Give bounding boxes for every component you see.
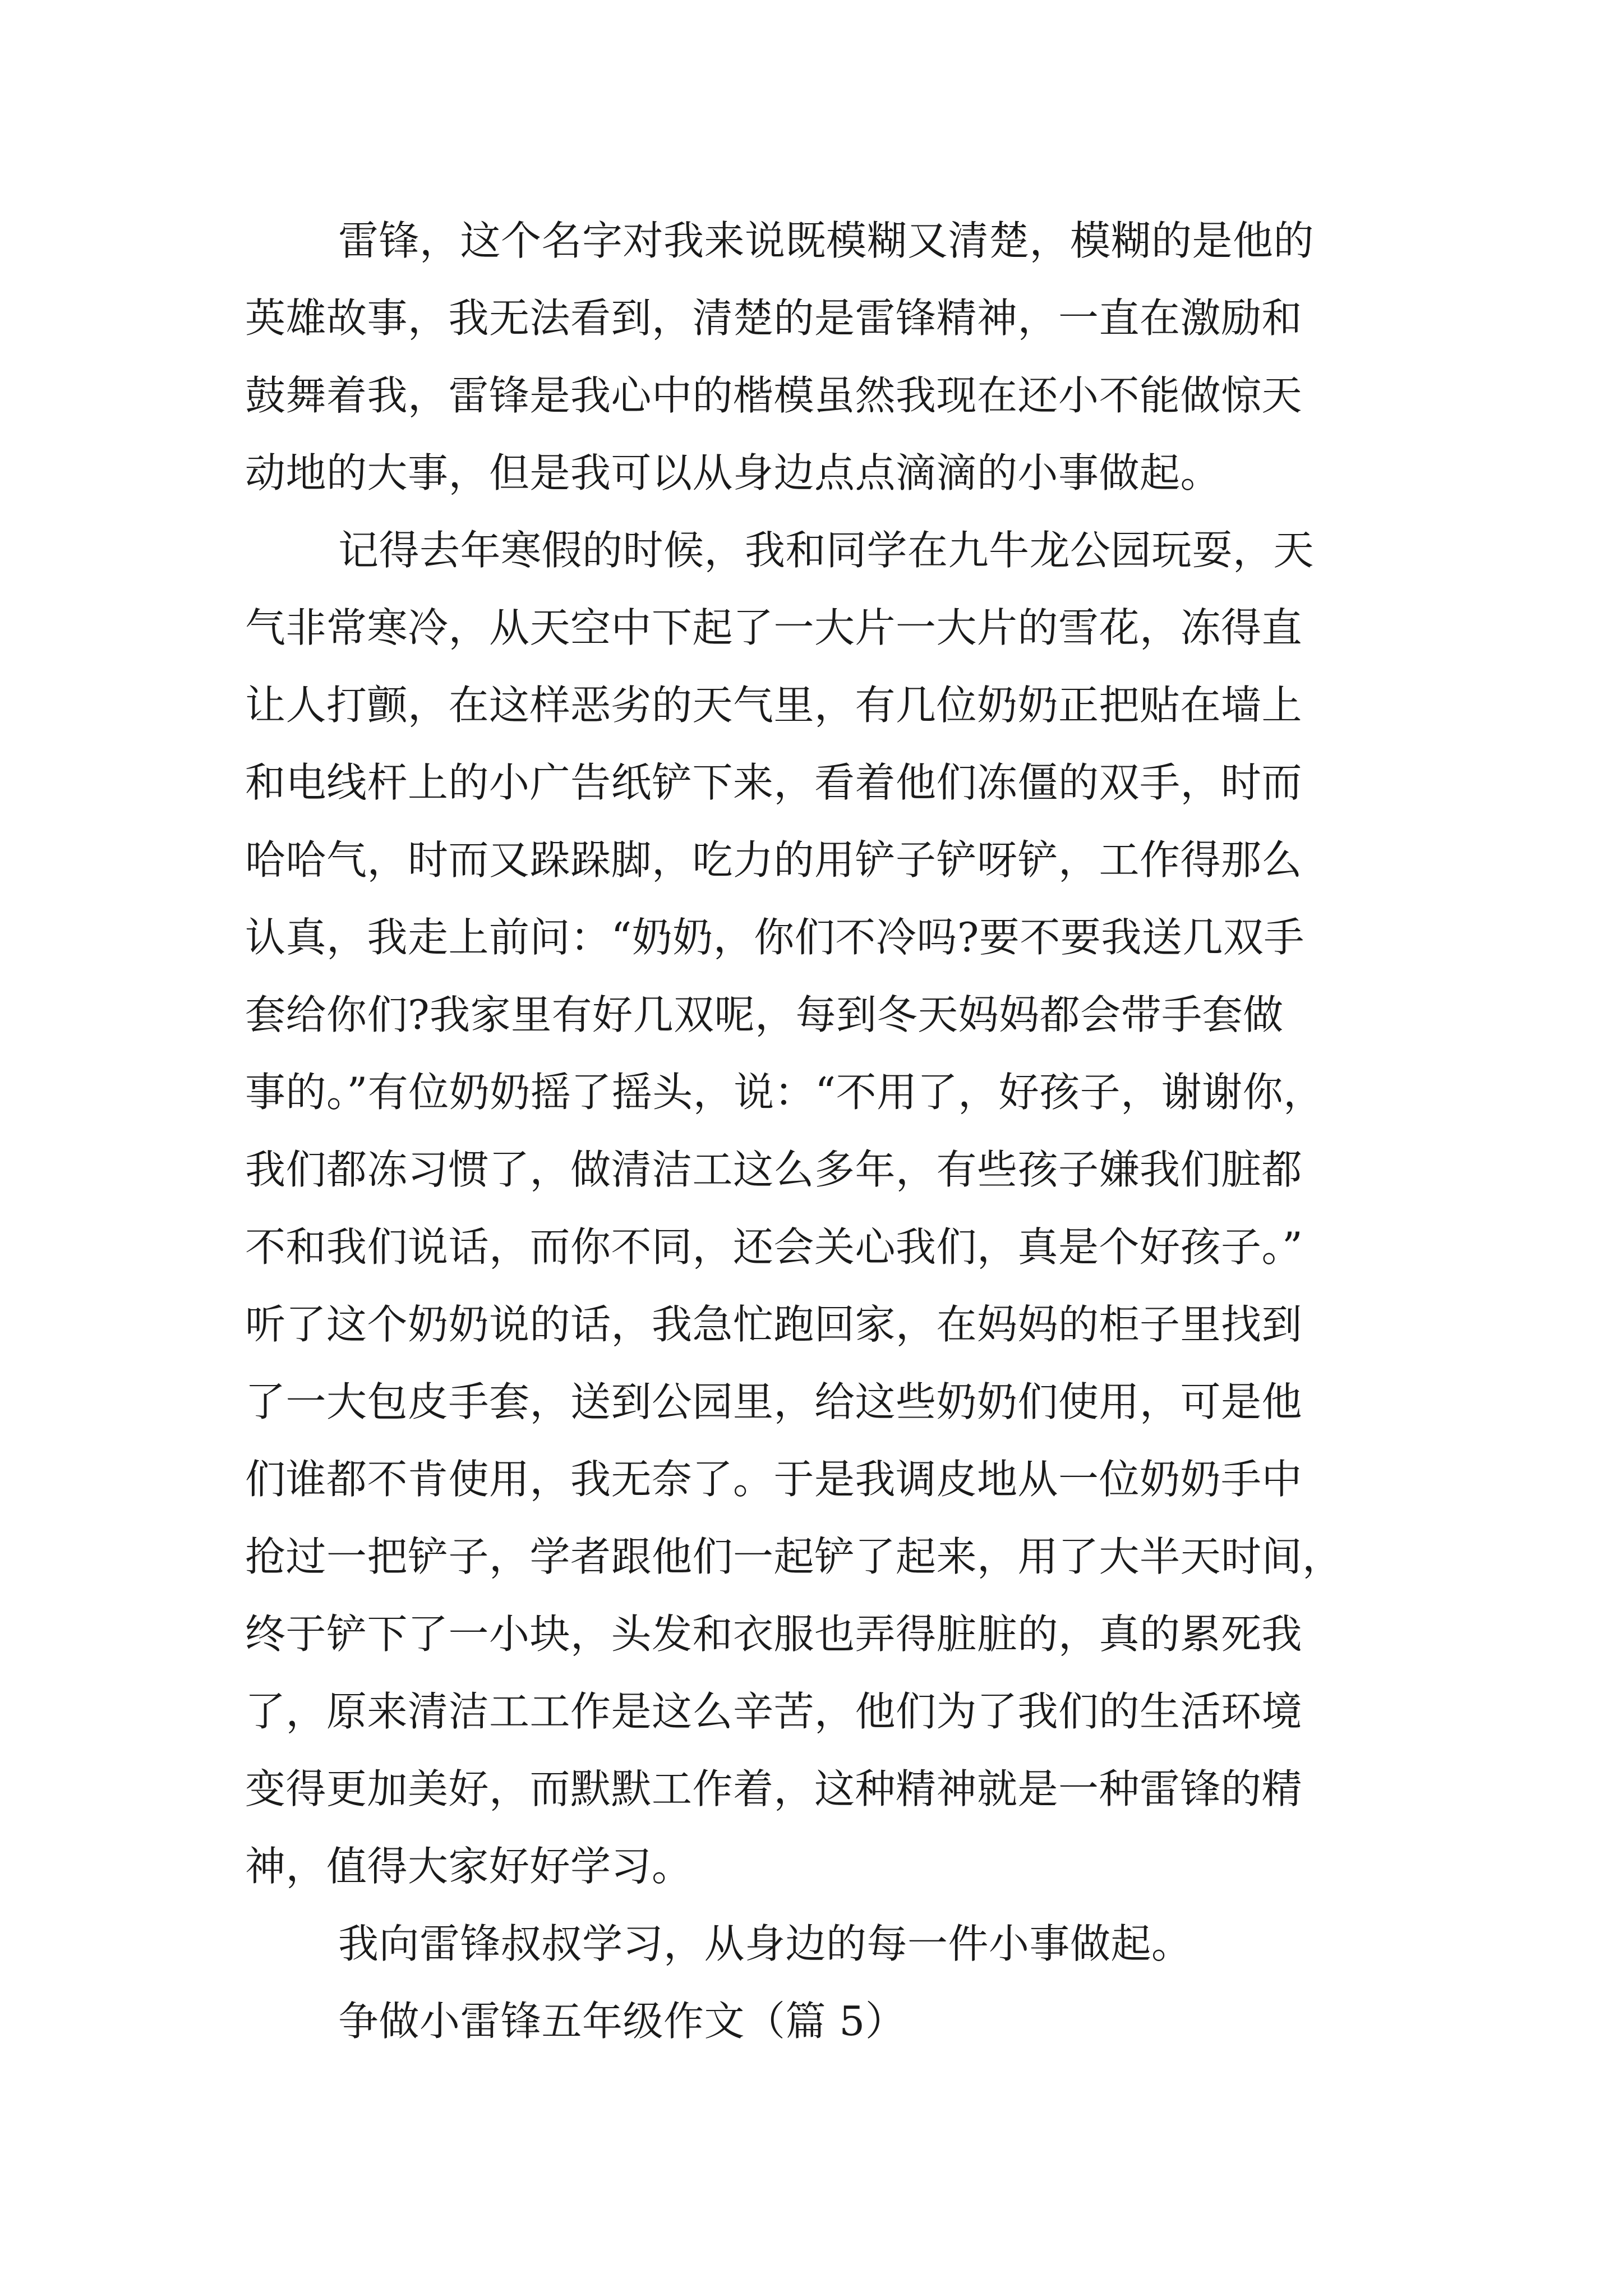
paragraph-2-line-14: 抢过一把铲子，学者跟他们一起铲了起来，用了大半天时间， <box>245 1533 1343 1580</box>
paragraph-2-line-12: 了一大包皮手套，送到公园里，给这些奶奶们使用，可是他 <box>245 1378 1303 1425</box>
paragraph-2-line-1: 记得去年寒假的时候，我和同学在九牛龙公园玩耍，天 <box>338 527 1315 574</box>
paragraph-2-line-4: 和电线杆上的小广告纸铲下来，看着他们冻僵的双手，时而 <box>245 759 1303 806</box>
paragraph-2-line-7: 套给你们?我家里有好几双呢，每到冬天妈妈都会带手套做 <box>245 991 1284 1038</box>
paragraph-2-line-17: 变得更加美好，而默默工作着，这种精神就是一种雷锋的精 <box>245 1765 1303 1812</box>
paragraph-1-line-4: 动地的大事，但是我可以从身边点点滴滴的小事做起。 <box>245 449 1221 496</box>
paragraph-2-line-3: 让人打颤，在这样恶劣的天气里，有几位奶奶正把贴在墙上 <box>245 682 1303 729</box>
paragraph-1-line-3: 鼓舞着我，雷锋是我心中的楷模虽然我现在还小不能做惊天 <box>245 372 1303 419</box>
paragraph-3-line-1: 我向雷锋叔叔学习，从身边的每一件小事做起。 <box>338 1920 1192 1967</box>
paragraph-1-line-1: 雷锋，这个名字对我来说既模糊又清楚，模糊的是他的 <box>338 217 1315 264</box>
paragraph-2-line-2: 气非常寒冷，从天空中下起了一大片一大片的雪花，冻得直 <box>245 604 1303 651</box>
paragraph-2-line-10: 不和我们说话，而你不同，还会关心我们，真是个好孩子。” <box>245 1223 1303 1271</box>
paragraph-2-line-11: 听了这个奶奶说的话，我急忙跑回家，在妈妈的柜子里找到 <box>245 1301 1303 1348</box>
paragraph-2-line-5: 哈哈气，时而又跺跺脚，吃力的用铲子铲呀铲，工作得那么 <box>245 836 1303 884</box>
paragraph-2-line-16: 了，原来清洁工工作是这么辛苦，他们为了我们的生活环境 <box>245 1688 1303 1735</box>
section-heading: 争做小雷锋五年级作文（篇 5） <box>338 1998 906 2045</box>
paragraph-2-line-13: 们谁都不肯使用，我无奈了。于是我调皮地从一位奶奶手中 <box>245 1456 1303 1503</box>
document-body <box>245 202 1378 2060</box>
paragraph-2-line-15: 终于铲下了一小块，头发和衣服也弄得脏脏的，真的累死我 <box>245 1611 1303 1658</box>
paragraph-2-line-8: 事的。”有位奶奶摇了摇头，说：“不用了，好孩子，谢谢你， <box>245 1069 1324 1116</box>
paragraph-2-line-18: 神，值得大家好好学习。 <box>245 1843 693 1890</box>
paragraph-2-line-6: 认真，我走上前问：“奶奶，你们不冷吗?要不要我送几双手 <box>245 914 1304 961</box>
paragraph-1-line-2: 英雄故事，我无法看到，清楚的是雷锋精神，一直在激励和 <box>245 295 1303 342</box>
paragraph-2-line-9: 我们都冻习惯了，做清洁工这么多年，有些孩子嫌我们脏都 <box>245 1146 1303 1193</box>
